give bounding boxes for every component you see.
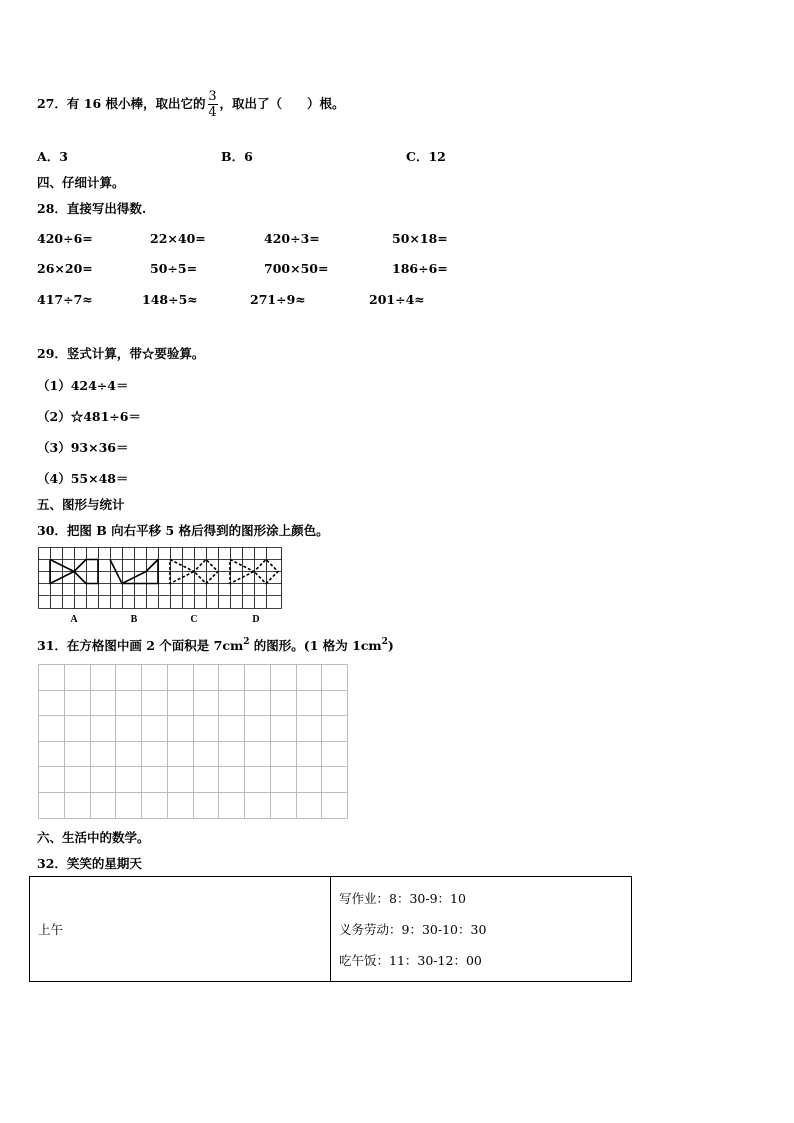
q31-sup-1: 2 [243, 637, 250, 647]
q29-item-1: （1）424÷4＝ [37, 378, 129, 393]
q28-r1c2: 22×40= [150, 231, 206, 246]
q27-text-after: ，取出了（ ）根。 [219, 96, 345, 111]
fraction [208, 89, 218, 120]
q27-option-c: C．12 [406, 149, 446, 164]
q29-item-3: （3）93×36＝ [37, 440, 129, 455]
section-6-heading: 六、生活中的数学。 [37, 830, 150, 845]
schedule-table [29, 876, 632, 982]
q28-title: 28．直接写出得数. [37, 201, 147, 216]
label-a: A [70, 614, 78, 625]
q31-text-c: ) [387, 638, 394, 653]
q30-title: 30．把图 B 向右平移 5 格后得到的图形涂上颜色。 [37, 523, 329, 538]
q31-title [37, 636, 394, 654]
section-5-heading: 五、图形与统计 [37, 497, 125, 512]
activity-lunch: 吃午饭：11：30-12：00 [339, 952, 482, 968]
question-27 [37, 89, 345, 120]
q28-r1c4: 50×18= [392, 231, 448, 246]
q28-r2c4: 186÷6= [392, 261, 448, 276]
q31-sup-2: 2 [381, 637, 388, 647]
q29-item-4: （4）55×48＝ [37, 471, 129, 486]
q28-r2c1: 26×20= [37, 261, 93, 276]
q29-title: 29．竖式计算，带☆要验算。 [37, 346, 205, 361]
q31-text-b: 的图形。(1 格为 1cm [249, 638, 382, 653]
q28-r1c3: 420÷3= [264, 231, 320, 246]
q28-r2c2: 50÷5= [150, 261, 198, 276]
q28-r3c2: 148÷5≈ [142, 292, 198, 307]
q28-r3c3: 271÷9≈ [250, 292, 306, 307]
q28-r1c1: 420÷6= [37, 231, 93, 246]
label-d: D [252, 614, 260, 625]
q28-r3c1: 417÷7≈ [37, 292, 93, 307]
area-drawing-grid[interactable] [38, 664, 349, 820]
translation-grid-figure [38, 547, 283, 627]
period-cell: 上午 [30, 877, 331, 982]
table-row [30, 877, 632, 982]
q27-text-before: 27．有 16 根小棒，取出它的 [37, 96, 206, 111]
q28-r2c3: 700×50= [264, 261, 329, 276]
q27-option-a: A．3 [37, 149, 68, 164]
label-c: C [190, 614, 198, 625]
label-b: B [130, 614, 138, 625]
section-4-heading: 四、仔细计算。 [37, 175, 125, 190]
translation-grid-lines [39, 548, 282, 609]
q29-item-2: （2）☆481÷6＝ [37, 409, 141, 424]
q31-text-a: 31．在方格图中画 2 个面积是 7cm [37, 638, 244, 653]
q28-r3c4: 201÷4≈ [369, 292, 425, 307]
activity-homework: 写作业：8：30-9：10 [339, 890, 466, 906]
activity-volunteer: 义务劳动：9：30-10：30 [339, 921, 487, 937]
activities-cell [331, 877, 632, 982]
fraction-numerator: 3 [208, 89, 217, 104]
q32-title: 32．笑笑的星期天 [37, 856, 142, 871]
q27-option-b: B．6 [221, 149, 253, 164]
fraction-denominator: 4 [208, 105, 217, 120]
